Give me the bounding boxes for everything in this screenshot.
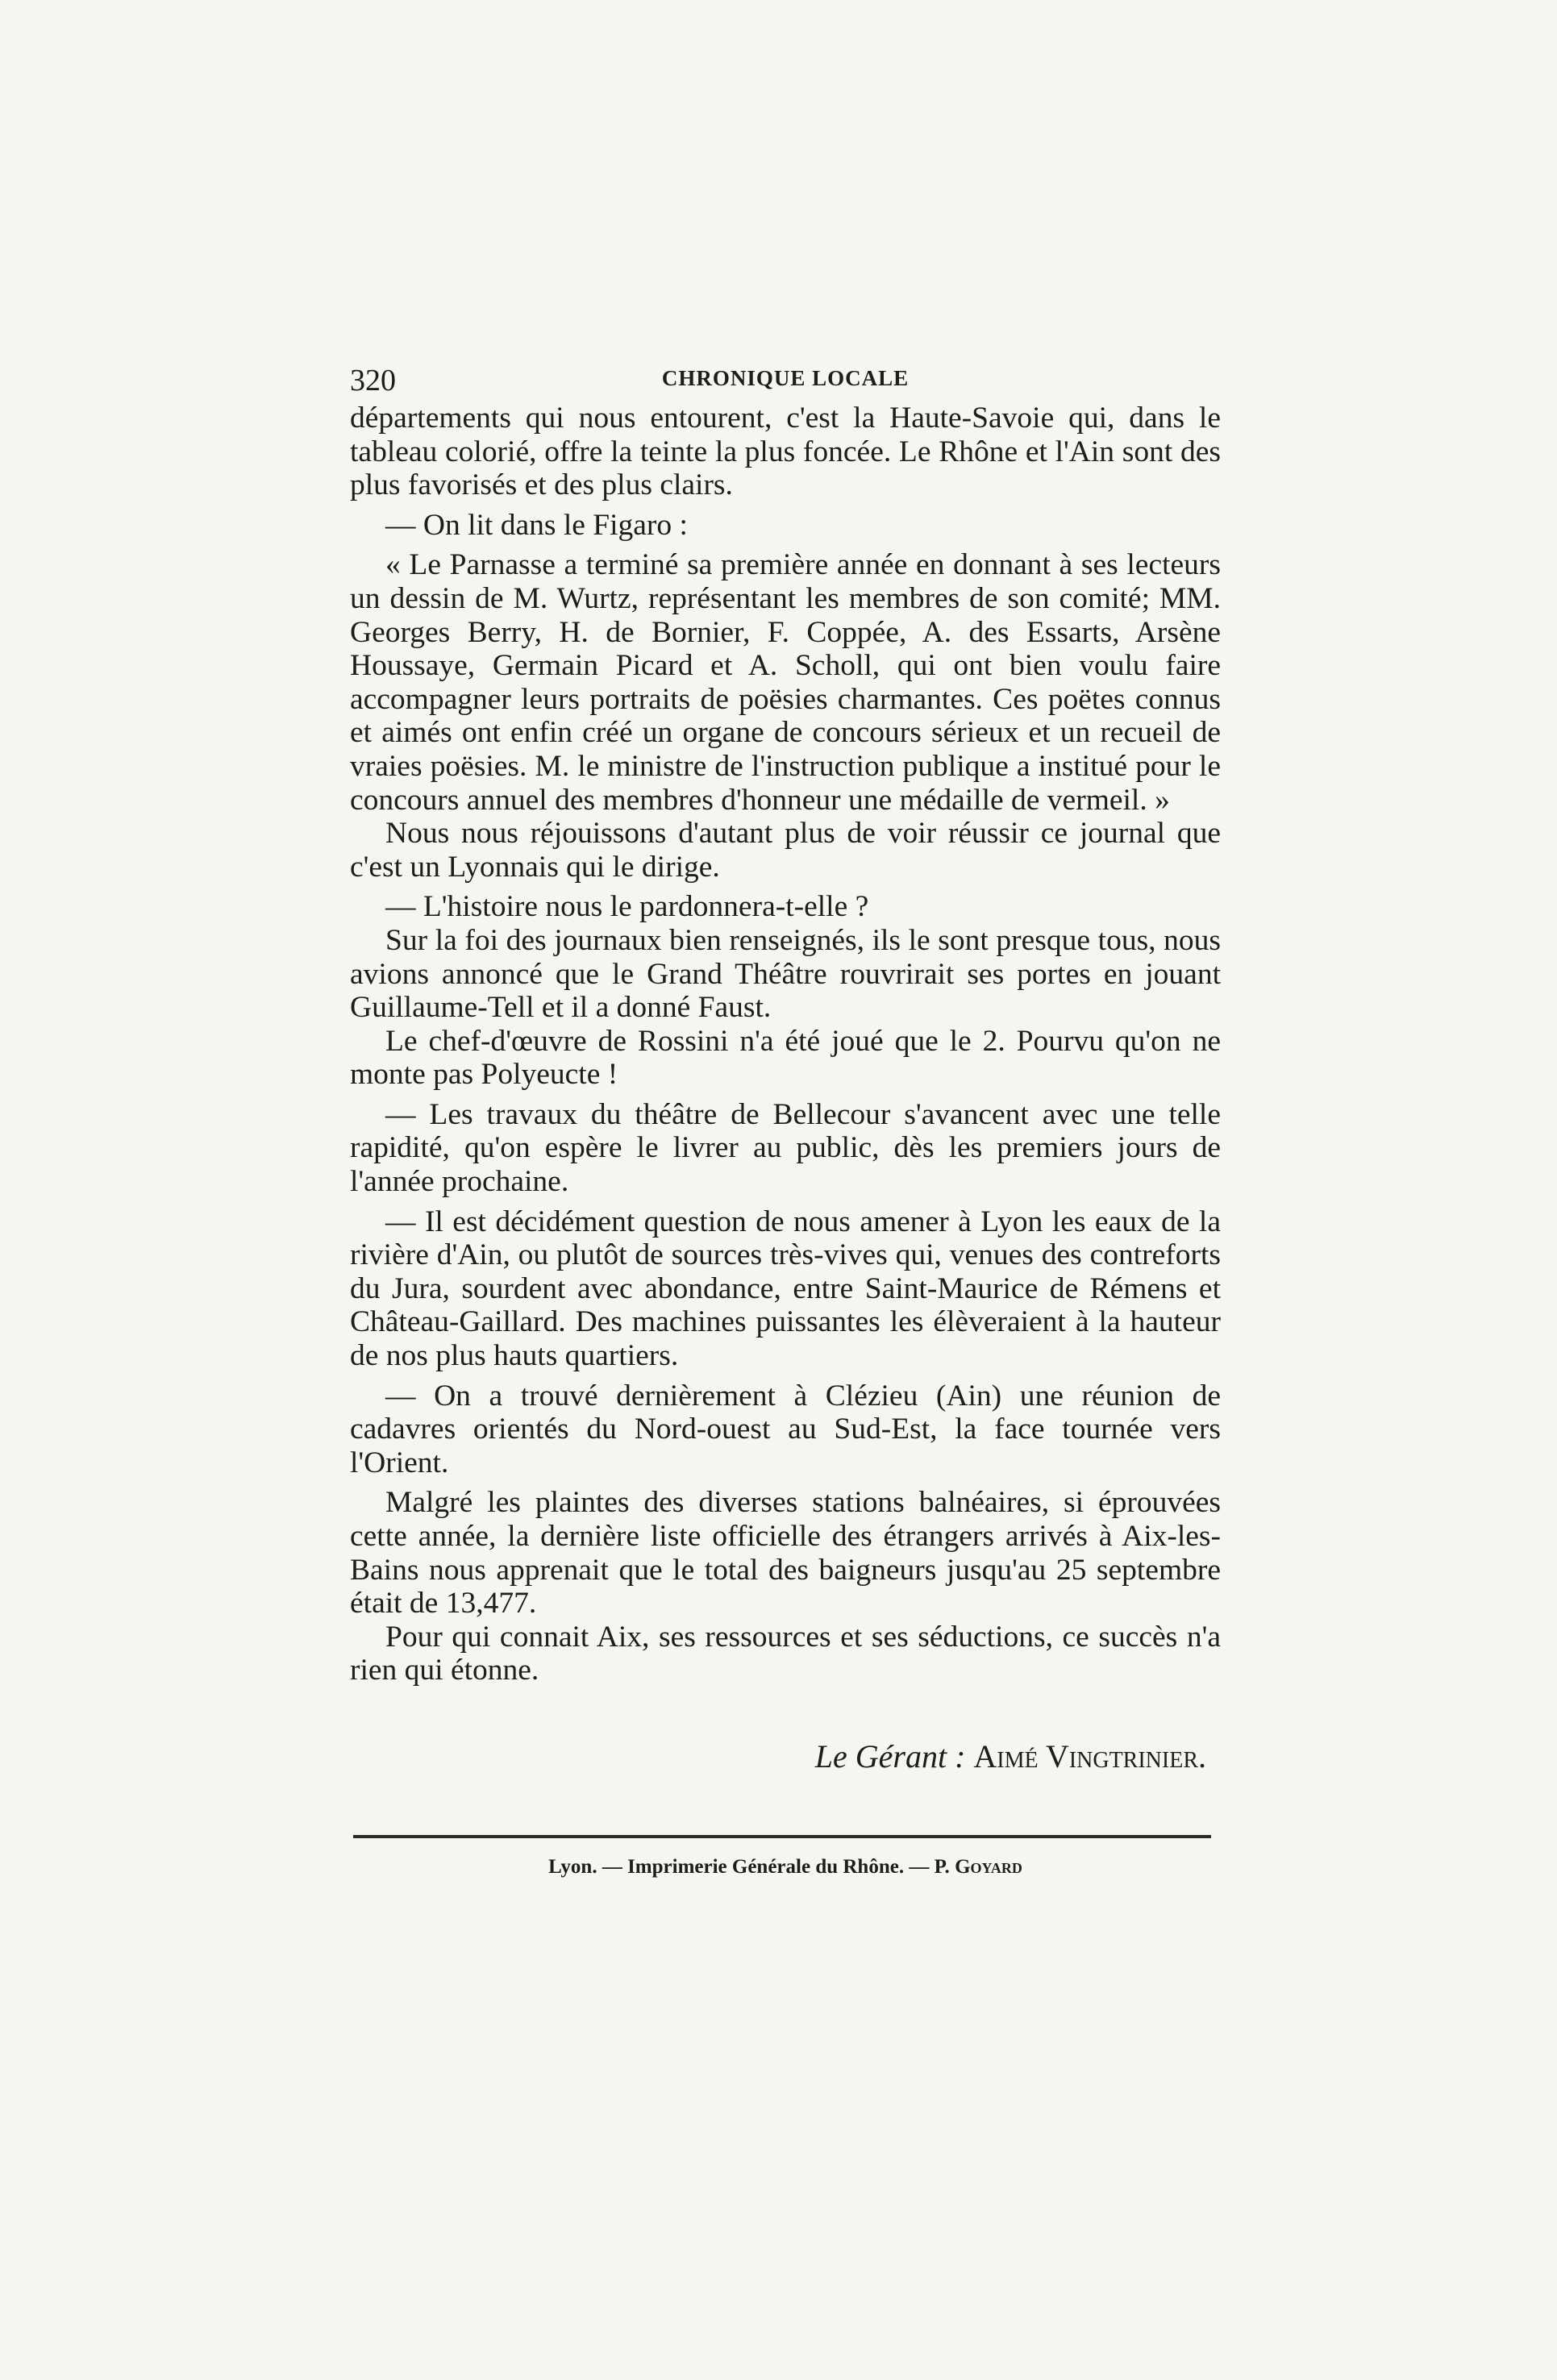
paragraph-1: départements qui nous entourent, c'est la Haute-Savoie qui, dans le tableau colorié, offre la teinte la plus foncée. Le Rhône et l'Ain sont des plus favorisés et des plus clairs. bbox=[350, 402, 1221, 502]
paragraph-8: — Les travaux du théâtre de Bellecour s'avancent avec une telle rapidité, qu'on espère le livrer au public, dès les premiers jours de l'année prochaine. bbox=[350, 1097, 1221, 1199]
page-header bbox=[350, 355, 1221, 402]
signature bbox=[350, 1737, 1221, 1775]
paragraph-11: Malgré les plaintes des diverses stations balnéaires, si éprouvées cette année, la dernière liste officielle des étrangers arrivés à Aix-les-Bains nous apprenait que le total des baigneurs jusqu'au 25 septembre était de 13,477. bbox=[350, 1486, 1221, 1621]
imprint-text: Lyon. — Imprimerie Générale du Rhône. — P. bbox=[548, 1855, 950, 1878]
running-head: CHRONIQUE LOCALE bbox=[661, 366, 910, 390]
signature-label: Le Gérant : bbox=[814, 1737, 966, 1775]
imprint-line bbox=[350, 1856, 1221, 1879]
paragraph-9: — Il est décidément question de nous amener à Lyon les eaux de la rivière d'Ain, ou plutôt de sources très-vives qui, venues des contreforts du Jura, sourdent avec abondance, entre Saint-Maurice de Rémens et Château-Gaillard. Des machines puissantes les élèveraient à la hauteur de nos plus hauts quartiers. bbox=[350, 1205, 1221, 1373]
paragraph-10: — On a trouvé dernièrement à Clézieu (Ain) une réunion de cadavres orientés du Nord-ouest au Sud-Est, la face tournée vers l'Orient. bbox=[350, 1379, 1221, 1479]
body-text bbox=[350, 402, 1221, 1687]
paragraph-2: — On lit dans le Figaro : bbox=[385, 508, 688, 542]
document-page bbox=[350, 355, 1221, 1879]
paragraph-3: « Le Parnasse a terminé sa première année en donnant à ses lecteurs un dessin de M. Wurtz, représentant les membres de son comité; MM. Georges Berry, H. de Bornier, F. Coppée, A. des Essarts, Arsène Houssaye, Germain Picard et A. Scholl, qui ont bien voulu faire accompagner leurs portraits de poësies charmantes. Ces poëtes connus et aimés ont enfin créé un organe de concours sérieux et un recueil de vraies poësies. M. le ministre de l'instruction publique a institué pour le concours annuel des membres d'honneur une médaille de vermeil. » bbox=[350, 548, 1221, 817]
imprint-printer-name: Goyard bbox=[955, 1855, 1022, 1878]
paragraph-5: — L'histoire nous le pardonnera-t-elle ? bbox=[385, 890, 869, 924]
paragraph-4: Nous nous réjouissons d'autant plus de voir réussir ce journal que c'est un Lyonnais qui le dirige. bbox=[350, 817, 1221, 884]
paragraph-6: Sur la foi des journaux bien renseignés, ils le sont presque tous, nous avions annoncé que le Grand Théâtre rouvrirait ses portes en jouant Guillaume-Tell et il a donné Faust. bbox=[350, 923, 1221, 1025]
paragraph-12: Pour qui connait Aix, ses ressources et ses séductions, ce succès n'a rien qui étonne. bbox=[350, 1620, 1221, 1687]
signature-name: Aimé Vingtrinier. bbox=[973, 1737, 1206, 1775]
page-number: 320 bbox=[350, 364, 396, 397]
paragraph-7: Le chef-d'œuvre de Rossini n'a été joué que le 2. Pourvu qu'on ne monte pas Polyeucte ! bbox=[350, 1024, 1221, 1092]
footer-rule bbox=[353, 1835, 1211, 1838]
